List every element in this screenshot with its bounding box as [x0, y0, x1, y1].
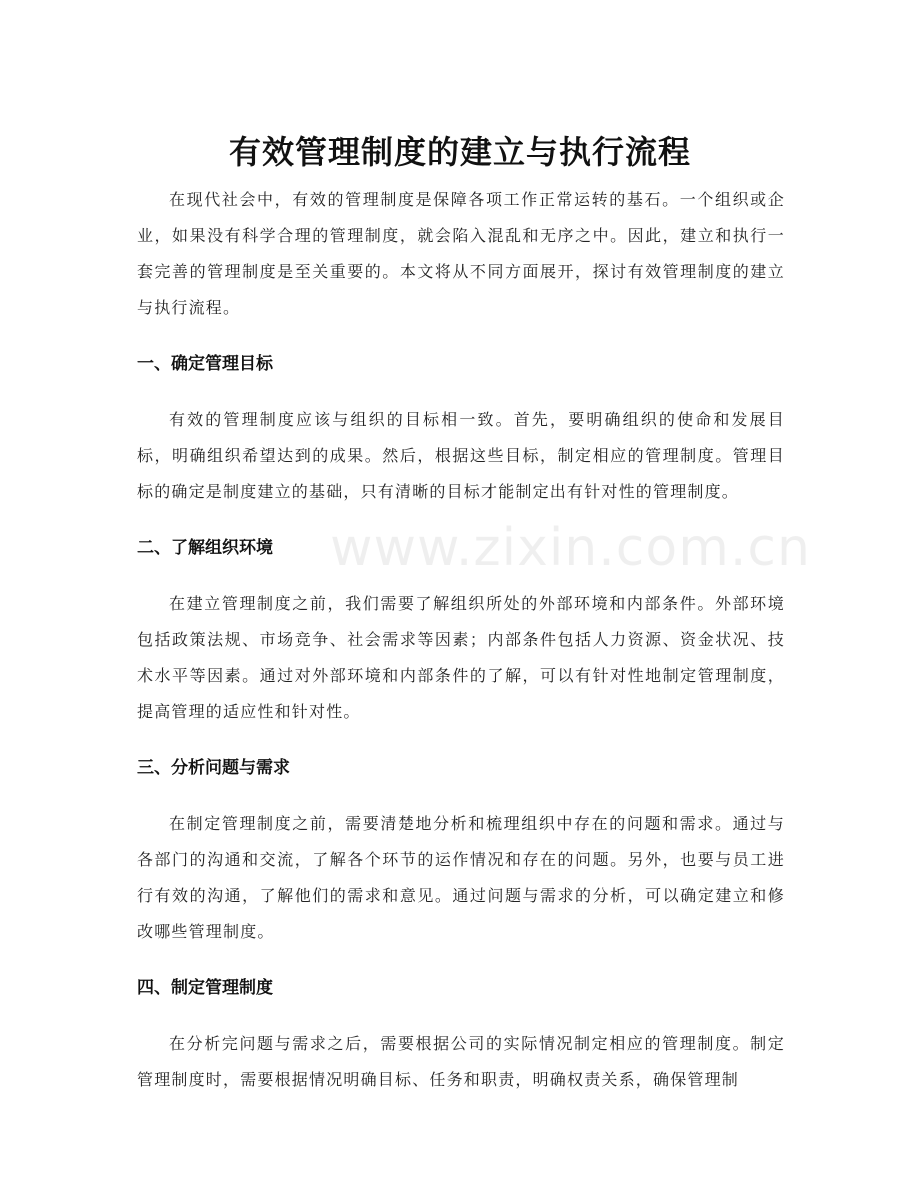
intro-paragraph: 在现代社会中，有效的管理制度是保障各项工作正常运转的基石。一个组织或企业，如果没有科学合理的管理制度，就会陷入混乱和无序之中。因此，建立和执行一套完善的管理制度是至关重要的。本文将从不同方面展开，探讨有效管理制度的建立与执行流程。 [137, 190, 785, 317]
section-body-1: 有效的管理制度应该与组织的目标相一致。首先，要明确组织的使命和发展目标，明确组织希望达到的成果。然后，根据这些目标，制定相应的管理制度。管理目标的确定是制度建立的基础，只有清晰的目标才能制定出有针对性的管理制度。 [137, 410, 785, 501]
section-heading-4: 四、制定管理制度 [137, 978, 273, 998]
section-body-4: 在分析完问题与需求之后，需要根据公司的实际情况制定相应的管理制度。制定管理制度时，需要根据情况明确目标、任务和职责，明确权责关系，确保管理制 [137, 1034, 785, 1089]
section-heading-2: 二、了解组织环境 [137, 538, 273, 558]
document-title: 有效管理制度的建立与执行流程 [228, 133, 691, 172]
document-body [137, 182, 785, 1098]
section-heading-1: 一、确定管理目标 [137, 354, 273, 374]
watermark: www.zixin.com.cn [330, 518, 811, 578]
section-heading-3: 三、分析问题与需求 [137, 758, 290, 778]
section-body-2: 在建立管理制度之前，我们需要了解组织所处的外部环境和内部条件。外部环境包括政策法规、市场竞争、社会需求等因素；内部条件包括人力资源、资金状况、技术水平等因素。通过对外部环境和内部条件的了解，可以有针对性地制定管理制度，提高管理的适应性和针对性。 [137, 594, 785, 721]
section-body-3: 在制定管理制度之前，需要清楚地分析和梳理组织中存在的问题和需求。通过与各部门的沟通和交流，了解各个环节的运作情况和存在的问题。另外，也要与员工进行有效的沟通，了解他们的需求和意见。通过问题与需求的分析，可以确定建立和修改哪些管理制度。 [137, 814, 785, 941]
